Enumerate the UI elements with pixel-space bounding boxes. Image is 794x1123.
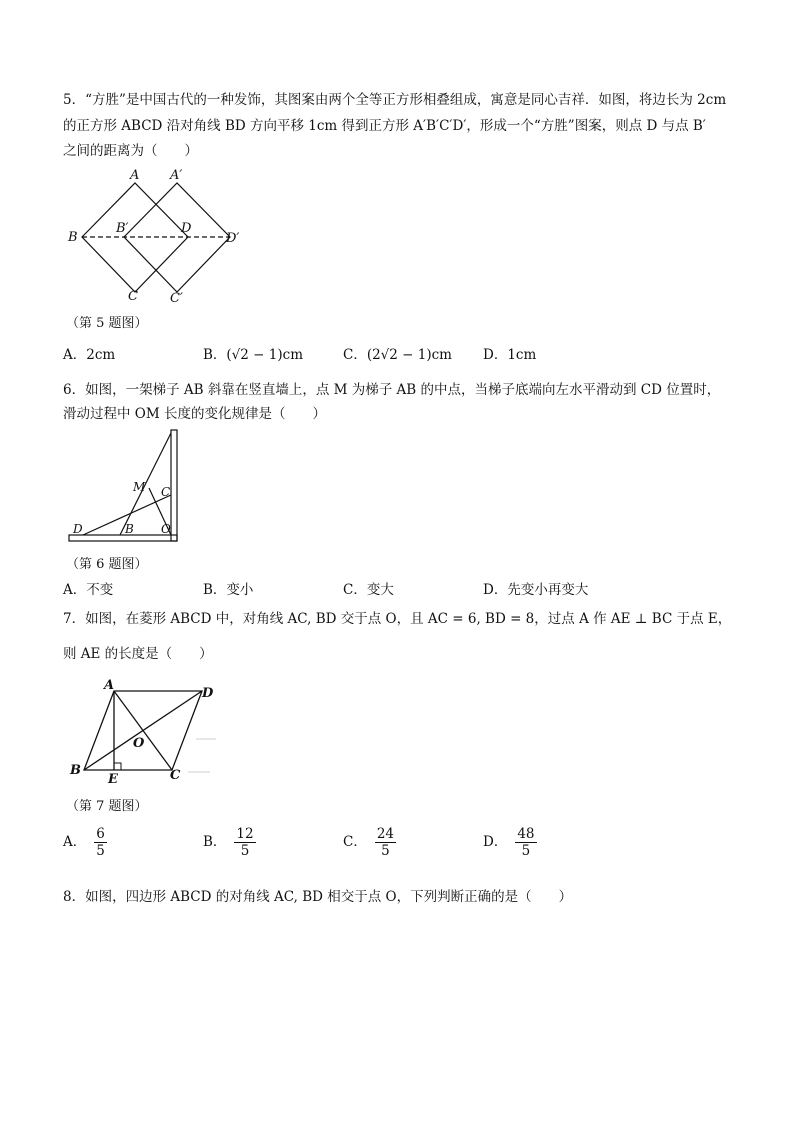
q7-text-line-2: 则 AE 的长度是（ ） — [63, 646, 213, 662]
q7-option-d-numerator: 48 — [517, 826, 535, 842]
label-c: C — [170, 768, 181, 783]
q5-text-line-1: 5．“方胜”是中国古代的一种发饰，其图案由两个全等正方形相叠组成，寓意是同心吉祥．如图，将边长为 2cm — [63, 92, 727, 108]
label-c: C — [128, 289, 138, 304]
label-a-prime: A′ — [170, 168, 183, 183]
right-angle-mark — [114, 763, 121, 770]
q6-text-line-2: 滑动过程中 OM 长度的变化规律是（ ） — [63, 406, 326, 422]
q5-option-b[interactable]: B．(√2 − 1)cm — [203, 347, 303, 363]
q7-option-d-prefix: D． — [483, 834, 508, 850]
q7-option-a-denominator: 5 — [96, 843, 105, 859]
label-e: E — [108, 772, 118, 787]
q7-option-a-prefix: A． — [63, 834, 87, 850]
q7-option-b-fraction — [234, 826, 255, 859]
q7-option-b-numerator: 12 — [236, 826, 254, 842]
label-c: C — [161, 485, 171, 499]
diagonal-bd — [84, 691, 202, 770]
q7-option-b-prefix: B． — [203, 834, 227, 850]
q6-text-line-1: 6．如图，一架梯子 AB 斜靠在竖直墙上，点 M 为梯子 AB 的中点，当梯子底端向左水平滑动到 CD 位置时， — [63, 382, 721, 398]
q6-option-b[interactable]: B．变小 — [203, 582, 254, 598]
label-b: B — [125, 522, 134, 536]
q7-option-d-denominator: 5 — [521, 843, 531, 859]
q7-figure — [60, 675, 230, 790]
q5-text-line-3: 之间的距离为（ ） — [63, 143, 198, 159]
q6-option-c[interactable]: C．变大 — [343, 582, 394, 598]
q5-option-c[interactable]: C．(2√2 − 1)cm — [343, 347, 452, 363]
label-d: D — [181, 221, 192, 236]
label-a: A — [130, 168, 140, 183]
label-b: B — [70, 763, 81, 778]
label-b: B — [68, 230, 78, 245]
q7-option-d-fraction — [515, 826, 536, 859]
q7-option-b-denominator: 5 — [240, 843, 250, 859]
label-o: O — [161, 522, 171, 536]
q7-option-c-prefix: C． — [343, 834, 367, 850]
q7-option-d[interactable] — [483, 826, 537, 859]
wall — [171, 430, 177, 541]
q5-caption: （第 5 题图） — [66, 316, 148, 331]
q5-figure — [60, 160, 260, 310]
label-b-prime: B′ — [116, 221, 129, 236]
label-d-prime: D′ — [226, 231, 240, 246]
q7-caption: （第 7 题图） — [66, 799, 148, 814]
q7-option-c[interactable] — [343, 826, 396, 859]
q6-option-a[interactable]: A．不变 — [63, 582, 114, 598]
q6-caption: （第 6 题图） — [66, 557, 148, 572]
q7-option-a[interactable] — [63, 826, 107, 859]
q7-text-line-1: 7．如图，在菱形 ABCD 中，对角线 AC, BD 交于点 O，且 AC = 6, BD = 8，过点 A 作 AE ⊥ BC 于点 E， — [63, 611, 732, 627]
label-c-prime: C′ — [170, 291, 183, 306]
q7-option-c-denominator: 5 — [381, 843, 390, 859]
q7-option-b[interactable] — [203, 826, 256, 859]
q8-text-line-1: 8．如图，四边形 ABCD 的对角线 AC, BD 相交于点 O，下列判断正确的是（ ） — [63, 889, 573, 905]
q5-option-d[interactable]: D．1cm — [483, 347, 537, 363]
q5-option-a[interactable]: A．2cm — [63, 347, 116, 363]
label-d: D — [202, 686, 214, 701]
q7-option-a-numerator: 6 — [96, 826, 105, 842]
q5-text-line-2: 的正方形 ABCD 沿对角线 BD 方向平移 1cm 得到正方形 A′B′C′D′，形成一个“方胜”图案，则点 D 与点 B′ — [63, 118, 706, 134]
q6-figure — [65, 425, 195, 547]
q7-option-c-numerator: 24 — [376, 826, 395, 842]
label-o: O — [133, 736, 145, 751]
q6-option-d[interactable]: D．先变小再变大 — [483, 582, 589, 598]
label-a: A — [104, 678, 115, 693]
label-d: D — [73, 522, 83, 536]
label-m: M — [133, 480, 146, 494]
q7-option-c-fraction — [375, 826, 396, 859]
q7-option-a-fraction — [94, 826, 107, 859]
